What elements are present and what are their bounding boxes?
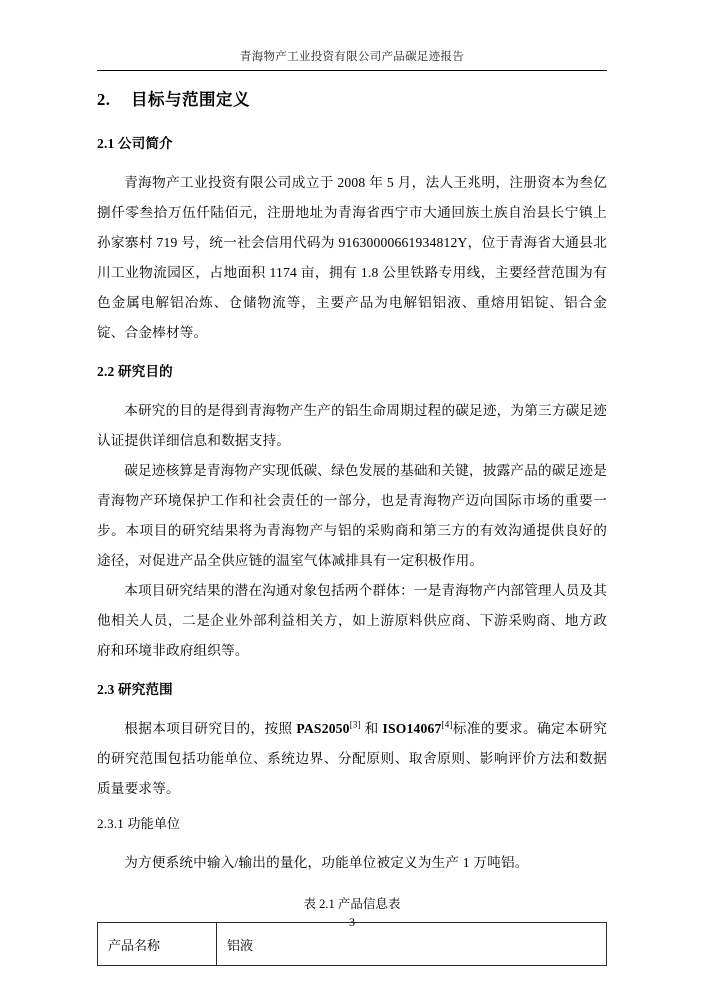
header-divider <box>97 70 607 71</box>
subsection-heading-2-3: 2.3 研究范围 <box>97 682 173 697</box>
paragraph-company-intro: 青海物产工业投资有限公司成立于 2008 年 5 月，法人王兆明，注册资本为叁亿捌仟零叁拾万伍仟陆佰元，注册地址为青海省西宁市大通回族土族自治县长宁镇上孙家寨村 719 号，统一社会信用代码为 91630000661934812Y，位于青海省大通县北川工业物流园区，占地面积 1174 亩，拥有 1.8 公里铁路专用线，主要经营范围为有色金属电解铝冶炼、仓储物流等，主要产品为电解铝铝液、重熔用铝锭、铝合金锭、合金棒材等。 <box>97 175 607 340</box>
reference-marker-4: [4] <box>441 719 453 730</box>
section-heading <box>97 86 607 110</box>
scope-text-middle: 和 <box>360 721 383 736</box>
page-number: 3 <box>349 915 355 929</box>
paragraph-research-purpose-2: 碳足迹核算是青海物产实现低碳、绿色发展的基础和关键，披露产品的碳足迹是青海物产环境保护工作和社会责任的一部分，也是青海物产迈向国际市场的重要一步。本项目的研究结果将为青海物产与铝的采购商和第三方的有效沟通提供良好的途径，对促进产品全供应链的温室气体减排具有一定积极作用。 <box>97 463 607 568</box>
reference-marker-3: [3] <box>349 719 361 730</box>
paragraph-functional-unit: 为方便系统中输入/输出的量化，功能单位被定义为生产 1 万吨铝。 <box>124 855 529 870</box>
subsection-heading-2-1: 2.1 公司简介 <box>97 136 173 151</box>
table-caption: 表 2.1 产品信息表 <box>303 897 401 911</box>
page-content <box>97 0 607 999</box>
scope-text-prefix: 根据本项目研究目的，按照 <box>124 721 297 736</box>
section-number: 2. <box>97 90 111 109</box>
paragraph-research-scope <box>97 714 607 804</box>
paragraph-research-purpose-3: 本项目研究结果的潜在沟通对象包括两个群体：一是青海物产内部管理人员及其他相关人员，二是企业外部利益相关方，如上游原料供应商、下游采购商、地方政府和环境非政府组织等。 <box>97 583 607 658</box>
standard-iso14067: ISO14067 <box>382 721 442 736</box>
page-header: 青海物产工业投资有限公司产品碳足迹报告 <box>239 51 465 63</box>
subsection-heading-2-2: 2.2 研究目的 <box>97 364 173 379</box>
table-cell-label: 产品名称 <box>98 923 217 966</box>
document-body <box>97 86 607 966</box>
section-title: 目标与范围定义 <box>131 90 250 109</box>
paragraph-research-purpose-1: 本研究的目的是得到青海物产生产的铝生命周期过程的碳足迹，为第三方碳足迹认证提供详细信息和数据支持。 <box>97 403 607 448</box>
scope-text-suffix: 标准的要求。确定本研究的研究范围包括功能单位、系统边界、分配原则、取舍原则、影响评价方法和数据质量要求等。 <box>97 721 608 796</box>
subsubsection-heading-2-3-1: 2.3.1 功能单位 <box>97 816 181 831</box>
standard-pas2050: PAS2050 <box>296 721 350 736</box>
table-cell-value: 铝液 <box>217 923 607 966</box>
